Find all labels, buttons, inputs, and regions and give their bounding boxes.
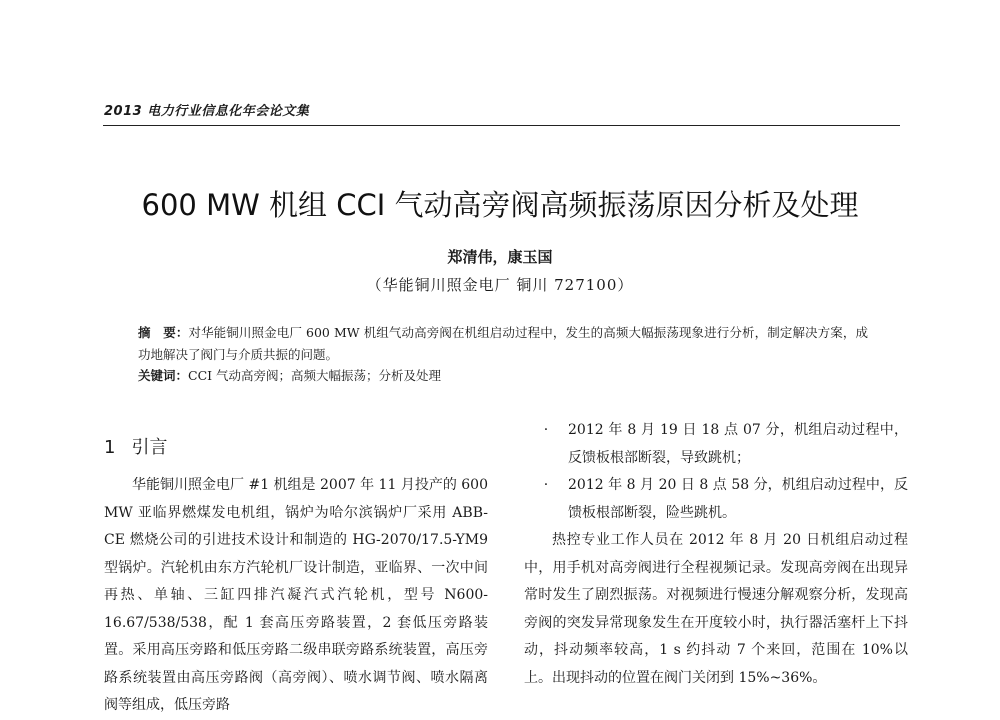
paper-affiliation: （华能铜川照金电厂 铜川 727100） — [366, 276, 634, 294]
intro-paragraph: 华能铜川照金电厂 #1 机组是 2007 年 11 月投产的 600 MW 亚临界燃煤发电机组，锅炉为哈尔滨锅炉厂采用 ABB-CE 燃烧公司的引进技术设计和制造的 HG-2070/17.5-YM9 型锅炉。汽轮机由东方汽轮机厂设计制造，亚临界、一次中间再热、单轴、三缸四排汽凝汽式汽轮机，型号 N600-16.67/538/538，配 1 套高压旁路装置，2 套低压旁路装置。采用高压旁路和低压旁路二级串联旁路系统装置，高压旁路系统装置由高压旁路阀（高旁阀）、喷水调节阀、喷水隔离阀等组成，低压旁路 — [104, 477, 488, 713]
keywords-label: 关键词： — [138, 368, 189, 383]
bullet-mark: · — [543, 477, 549, 493]
keywords-text: CCI 气动高旁阀；高频大幅振荡；分析及处理 — [188, 368, 442, 383]
list-item-text: 2012 年 8 月 20 日 8 点 58 分，机组启动过程中，反馈板根部断裂，险些跳机。 — [568, 477, 908, 521]
keywords — [138, 366, 441, 384]
paper-authors: 郑清伟，康玉国 — [447, 248, 553, 266]
abstract-text: 对华能铜川照金电厂 600 MW 机组气动高旁阀在机组启动过程中，发生的高频大幅振荡现象进行分析，制定解决方案，成功地解决了阀门与介质共振的问题。 — [138, 325, 868, 362]
right-column — [524, 417, 908, 692]
header-rule — [103, 125, 900, 126]
abstract — [138, 322, 868, 366]
section-heading — [104, 433, 167, 459]
list-item — [524, 417, 908, 472]
left-column — [104, 472, 488, 720]
bullet-mark: · — [543, 422, 549, 438]
list-item — [524, 472, 908, 527]
section-number: 1 — [104, 437, 116, 458]
list-item-text: 2012 年 8 月 19 日 18 点 07 分，机组启动过程中，反馈板根部断裂，导致跳机； — [568, 422, 908, 466]
observation-paragraph: 热控专业工作人员在 2012 年 8 月 20 日机组启动过程中，用手机对高旁阀进行全程视频记录。发现高旁阀在出现异常时发生了剧烈振荡。对视频进行慢速分解观察分析，发现高旁阀的突发异常现象发生在开度较小时，执行器活塞杆上下抖动，抖动频率较高，1 s 约抖动 7 个来回，范围在 10%以上。出现抖动的位置在阀门关闭到 15%~36%。 — [524, 532, 908, 686]
journal-header: 2013 电力行业信息化年会论文集 — [104, 104, 310, 119]
abstract-label: 摘 要： — [138, 325, 189, 340]
paper-title: 600 MW 机组 CCI 气动高旁阀高频振荡原因分析及处理 — [141, 188, 859, 222]
section-title: 引言 — [131, 437, 168, 458]
